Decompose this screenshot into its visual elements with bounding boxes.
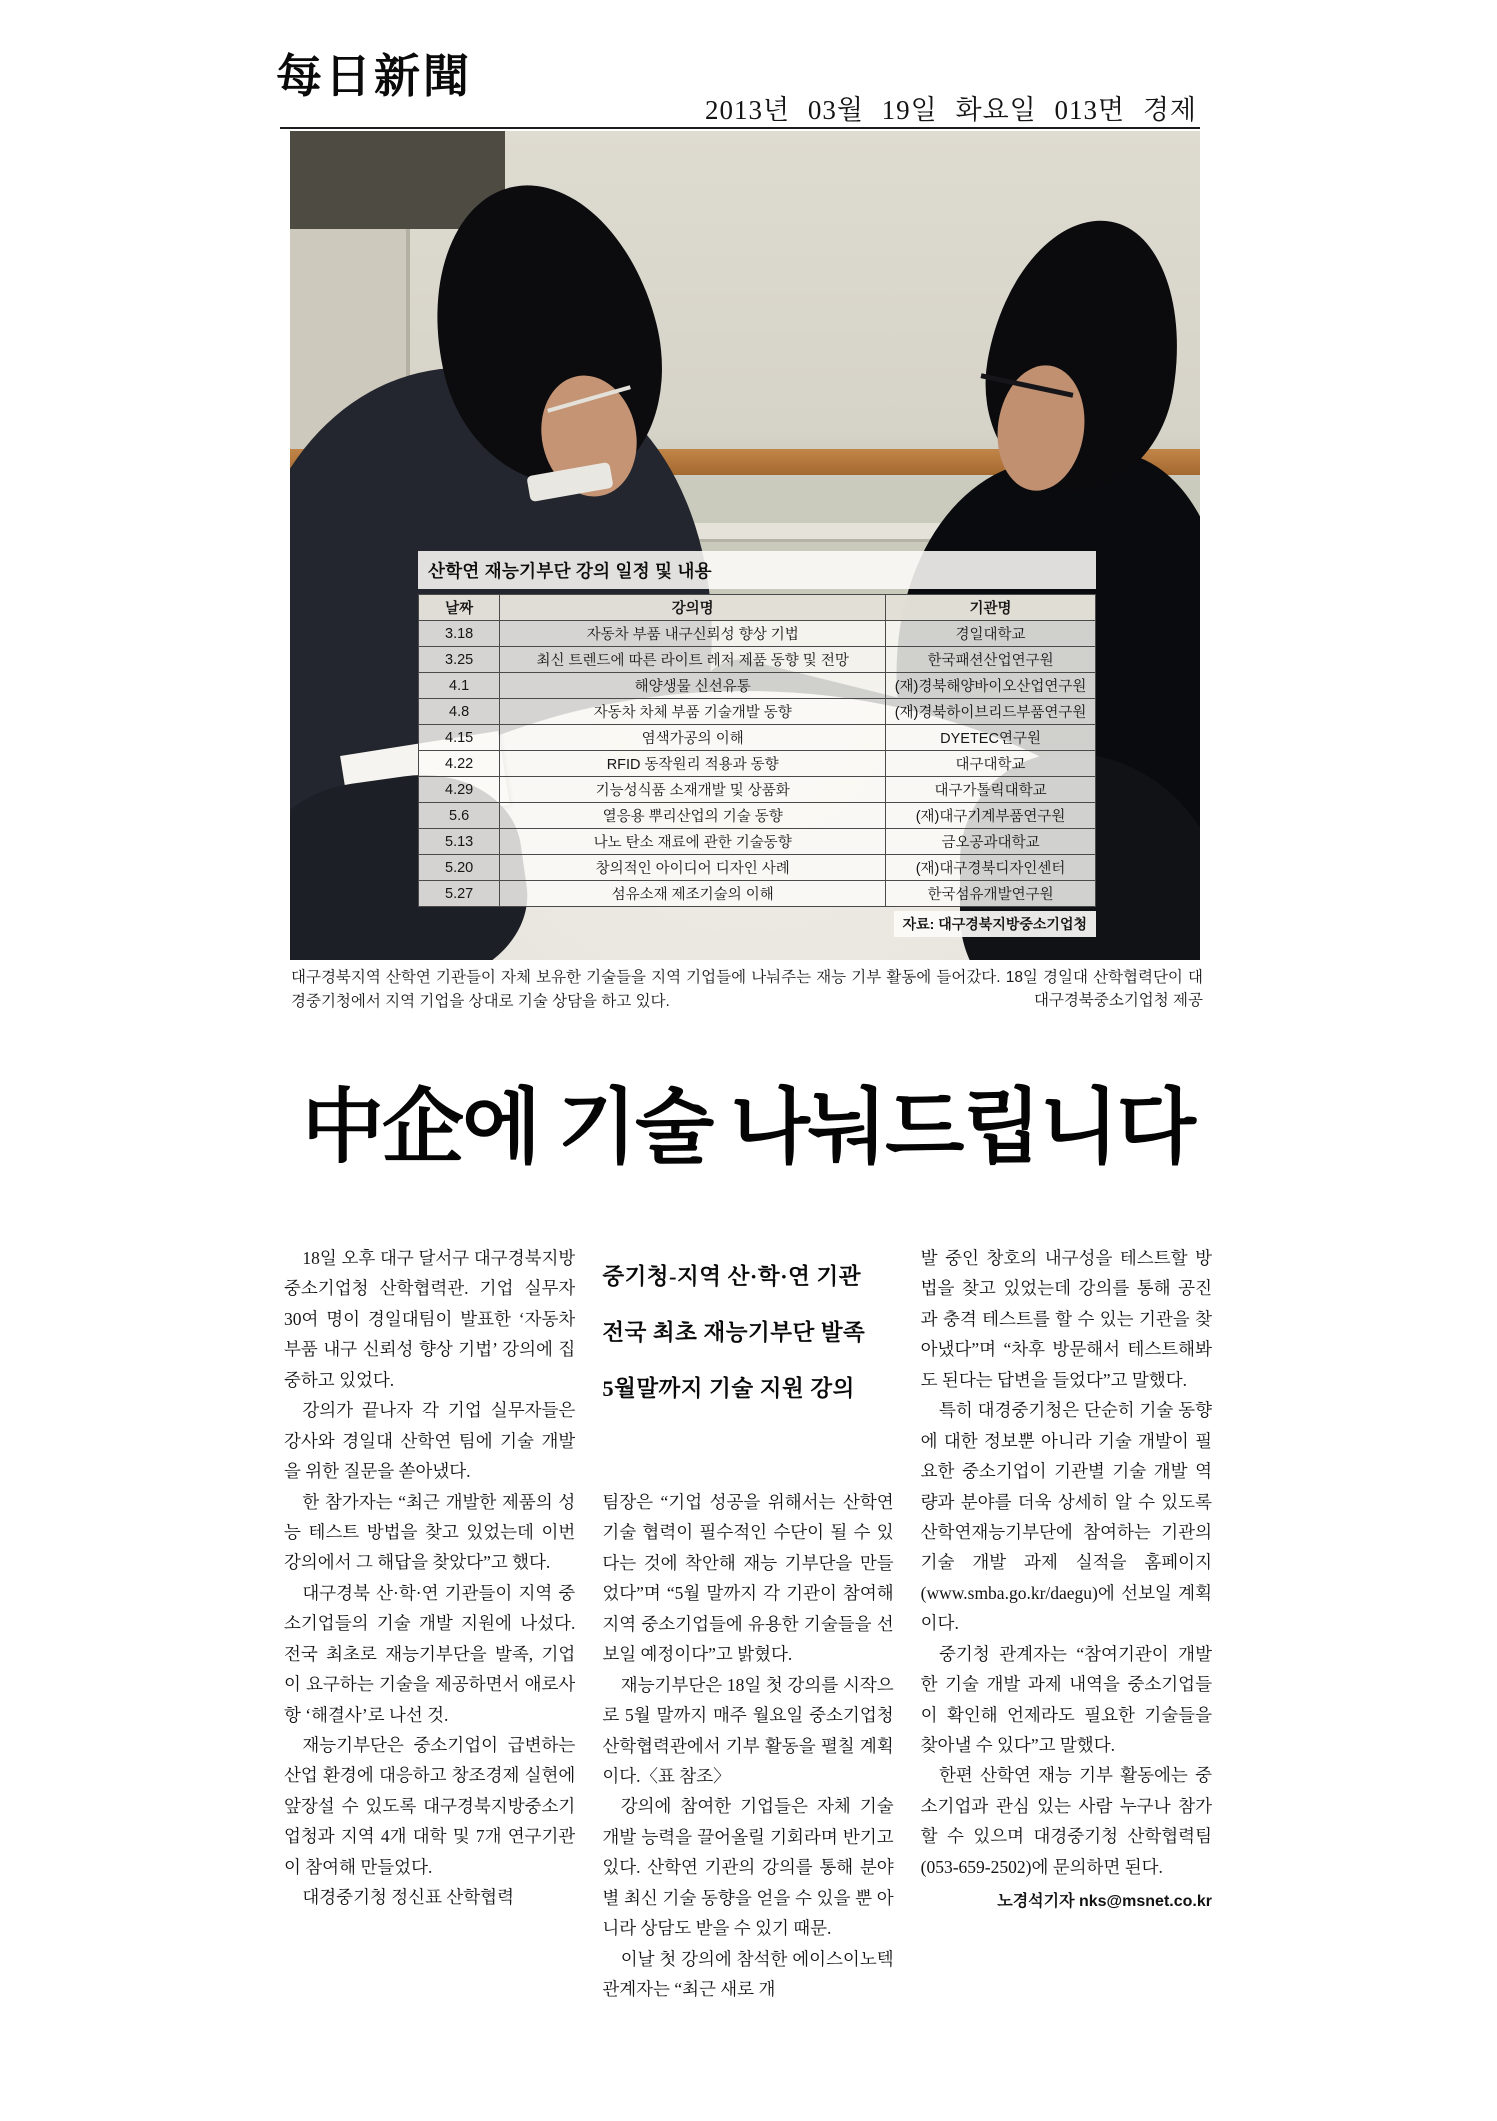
- article-paragraph: 이날 첫 강의에 참석한 에이스이노텍 관계자는 “최근 새로 개: [602, 1948, 894, 1999]
- table-cell: (재)대구경북디자인센터: [886, 855, 1096, 881]
- table-column-header: 기관명: [886, 595, 1096, 621]
- table-row: [419, 803, 1096, 829]
- table-cell: 나노 탄소 재료에 관한 기술동향: [500, 829, 886, 855]
- article-paragraph: 대경중기청 정신표 산학협력: [302, 1887, 514, 1908]
- table-column-header: 강의명: [500, 595, 886, 621]
- news-photo: [290, 131, 1200, 960]
- table-cell: 섬유소재 제조기술의 이해: [500, 881, 886, 907]
- article-headline: 中企에 기술 나눠드립니다: [302, 1082, 1194, 1173]
- table-row: [419, 699, 1096, 725]
- schedule-table-header-row: [419, 595, 1096, 621]
- table-cell: 기능성식품 소재개발 및 상품화: [500, 777, 886, 803]
- edition-dateline: 2013년 03월 19일 화요일 013면 경제: [705, 95, 1197, 125]
- article-paragraph: 재능기부단은 18일 첫 강의를 시작으로 5월 말까지 매주 월요일 중소기업청 산학협력관에서 기부 활동을 펼칠 계획이다.〈표 참조〉: [602, 1674, 894, 1786]
- table-row: [419, 881, 1096, 907]
- table-cell: 자동차 차체 부품 기술개발 동향: [500, 699, 886, 725]
- table-row: [419, 725, 1096, 751]
- table-cell: 대구가톨릭대학교: [886, 777, 1096, 803]
- table-cell: 4.15: [419, 725, 500, 751]
- article-paragraph: 한편 산학연 재능 기부 활동에는 중소기업과 관심 있는 사람 누구나 참가할 수 있으며 대경중기청 산학협력팀(053-659-2502)에 문의하면 된다.: [920, 1765, 1212, 1877]
- table-source-note: [418, 911, 1096, 937]
- photo-credit: 대구경북중소기업청 제공: [1033, 992, 1203, 1010]
- table-cell: 5.20: [419, 855, 500, 881]
- table-cell: 한국패션산업연구원: [886, 647, 1096, 673]
- table-cell: 열응용 뿌리산업의 기술 동향: [500, 803, 886, 829]
- table-cell: 자동차 부품 내구신뢰성 향상 기법: [500, 621, 886, 647]
- table-cell: 4.29: [419, 777, 500, 803]
- photo-caption: [291, 966, 1203, 1014]
- article-paragraph: 한 참가자는 “최근 개발한 제품의 성능 테스트 방법을 찾고 있었는데 이번 강의에서 그 해답을 찾았다”고 했다.: [284, 1491, 576, 1573]
- article-paragraph: 특히 대경중기청은 단순히 기술 동향에 대한 정보뿐 아니라 기술 개발이 필요한 중소기업이 기관별 기술 개발 역량과 분야를 더욱 상세히 알 수 있도록 산학연재능기부단에 참여하는 기관의 기술 개발 과제 실적을 홈페이지(www.smba.go.kr/daegu)에 선보일 계획이다.: [920, 1400, 1212, 1634]
- table-source-text: 자료: 대구경북지방중소기업청: [894, 911, 1096, 937]
- table-cell: 창의적인 아이디어 디자인 사례: [500, 855, 886, 881]
- subheadline-line: 전국 최초 재능기부단 발족: [602, 1320, 866, 1345]
- article-body: [284, 1243, 1212, 2075]
- table-cell: 금오공과대학교: [886, 829, 1096, 855]
- table-cell: 4.22: [419, 751, 500, 777]
- table-row: [419, 621, 1096, 647]
- schedule-table-overlay: [418, 551, 1096, 937]
- table-cell: 4.1: [419, 673, 500, 699]
- newspaper-masthead-logo: 每日新聞: [276, 51, 472, 102]
- table-column-header: 날짜: [419, 595, 500, 621]
- table-cell: 3.25: [419, 647, 500, 673]
- article-column-1: [284, 1243, 575, 2075]
- article-paragraph: 팀장은 “기업 성공을 위해서는 산학연 기술 협력이 필수적인 수단이 될 수 있다는 것에 착안해 재능 기부단을 만들었다”며 “5월 말까지 각 기관이 참여해 지역 중소기업들에 유용한 기술들을 선보일 예정이다”고 밝혔다.: [602, 1492, 894, 1665]
- schedule-table-body: [419, 621, 1096, 907]
- table-cell: 5.13: [419, 829, 500, 855]
- schedule-table-title: 산학연 재능기부단 강의 일정 및 내용: [418, 551, 1096, 589]
- table-cell: DYETEC연구원: [886, 725, 1096, 751]
- article-column-3: [921, 1243, 1212, 2075]
- subheadline-line: 5월말까지 기술 지원 강의: [602, 1376, 855, 1401]
- table-cell: 한국섬유개발연구원: [886, 881, 1096, 907]
- table-cell: 대구대학교: [886, 751, 1096, 777]
- article-paragraph: 중기청 관계자는 “참여기관이 개발한 기술 개발 과제 내역을 중소기업들이 확인해 언제라도 필요한 기술들을 찾아낼 수 있다”고 말했다.: [920, 1643, 1212, 1755]
- table-cell: 최신 트렌드에 따른 라이트 레저 제품 동향 및 전망: [500, 647, 886, 673]
- reporter-byline: 노경석기자 nks@msnet.co.kr: [997, 1893, 1212, 1911]
- table-cell: 5.27: [419, 881, 500, 907]
- table-row: [419, 673, 1096, 699]
- article-paragraph: 재능기부단은 중소기업이 급변하는 산업 환경에 대응하고 창조경제 실현에 앞장설 수 있도록 대구경북지방중소기업청과 지역 4개 대학 및 7개 연구기관이 참여해 만들었다.: [284, 1735, 576, 1877]
- subheadline-line: 중기청-지역 산·학·연 기관: [602, 1264, 861, 1289]
- table-row: [419, 829, 1096, 855]
- table-row: [419, 777, 1096, 803]
- schedule-table: [418, 594, 1096, 907]
- table-row: [419, 751, 1096, 777]
- article-column-2-paras: [602, 1487, 893, 2004]
- table-cell: 염색가공의 이해: [500, 725, 886, 751]
- article-subheadline: [602, 1243, 893, 1417]
- table-row: [419, 855, 1096, 881]
- table-cell: (재)경북해양바이오산업연구원: [886, 673, 1096, 699]
- table-cell: 5.6: [419, 803, 500, 829]
- table-cell: (재)경북하이브리드부품연구원: [886, 699, 1096, 725]
- table-cell: (재)대구기계부품연구원: [886, 803, 1096, 829]
- article-paragraph: 강의가 끝나자 각 기업 실무자들은 강사와 경일대 산학연 팀에 기술 개발을 위한 질문을 쏟아냈다.: [284, 1400, 576, 1482]
- table-cell: RFID 동작원리 적용과 동향: [500, 751, 886, 777]
- table-cell: 해양생물 신선유통: [500, 673, 886, 699]
- article-column-3-paras: [921, 1243, 1212, 1882]
- article-paragraph: 18일 오후 대구 달서구 대구경북지방중소기업청 산학협력관. 기업 실무자 30여 명이 경일대팀이 발표한 ‘자동차부품 내구 신뢰성 향상 기법’ 강의에 집중하고 있었다.: [284, 1248, 576, 1390]
- table-cell: 4.8: [419, 699, 500, 725]
- article-paragraph: 대구경북 산·학·연 기관들이 지역 중소기업들의 기술 개발 지원에 나섰다. 전국 최초로 재능기부단을 발족, 기업이 요구하는 기술을 제공하면서 애로사항 ‘해결사’로 나선 것.: [284, 1582, 576, 1725]
- header-divider-rule: [280, 127, 1200, 129]
- article-column-2: [602, 1243, 893, 2075]
- article-paragraph: 강의에 참여한 기업들은 자체 기술 개발 능력을 끌어올릴 기회라며 반기고 있다. 산학연 기관의 강의를 통해 분야별 최신 기술 동향을 얻을 수 있을 뿐 아니라 상담도 받을 수 있기 때문.: [602, 1796, 894, 1939]
- table-cell: 경일대학교: [886, 621, 1096, 647]
- table-cell: 3.18: [419, 621, 500, 647]
- table-row: [419, 647, 1096, 673]
- photo-caption-text: 대구경북지역 산학연 기관들이 자체 보유한 기술들을 지역 기업들에 나눠주는 재능 기부 활동에 들어갔다. 18일 경일대 산학협력단이 대경중기청에서 지역 기업을 상대로 기술 상담을 하고 있다.: [291, 969, 1203, 1011]
- article-paragraph: 발 중인 창호의 내구성을 테스트할 방법을 찾고 있었는데 강의를 통해 공진과 충격 테스트를 할 수 있는 기관을 찾아냈다”며 “차후 방문해서 테스트해봐도 된다는 답변을 들었다”고 말했다.: [920, 1248, 1212, 1390]
